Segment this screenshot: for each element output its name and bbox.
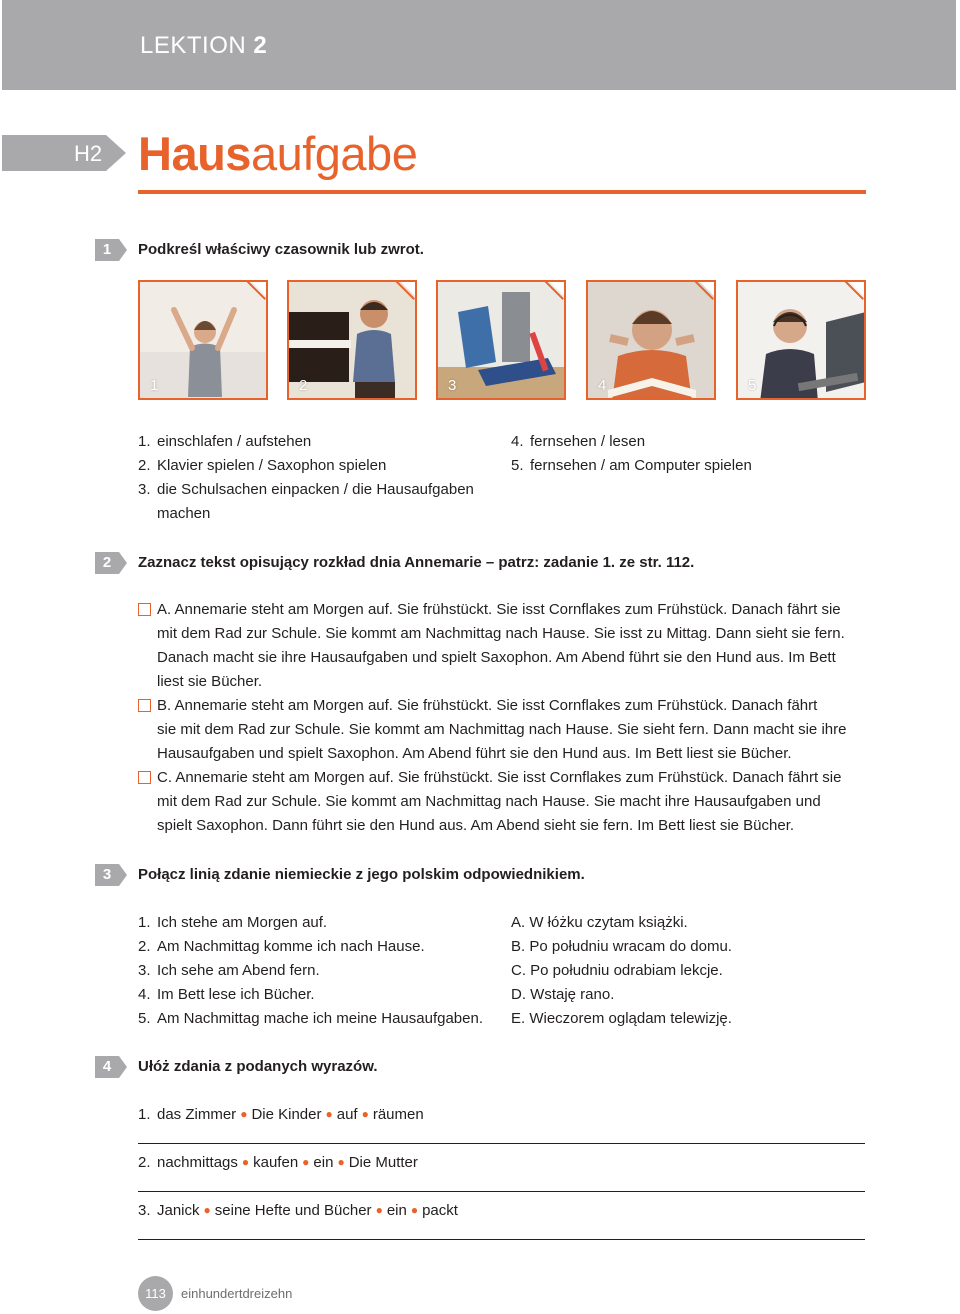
task-instruction: Połącz linią zdanie niemieckie z jego polskim odpowiednikiem. (138, 866, 585, 883)
section-tag (2, 135, 106, 171)
polish-sentence[interactable]: E. Wieczorem oglądam telewizję. (511, 1010, 732, 1027)
task-number: 4 (102, 1058, 112, 1075)
item-text: Am Nachmittag komme ich nach Hause. (157, 938, 425, 955)
page-number-word: einhundertdreizehn (181, 1286, 293, 1301)
photo-packing-schoolbag (436, 280, 566, 400)
separator-dot-icon: ● (337, 1155, 345, 1169)
separator-dot-icon: ● (410, 1203, 419, 1217)
answer-line[interactable] (138, 1191, 865, 1192)
task-instruction: Podkreśl właściwy czasownik lub zwrot. (138, 241, 424, 258)
page-title (138, 126, 417, 182)
separator-dot-icon: ● (375, 1203, 383, 1217)
item-number: 2. (138, 457, 151, 474)
polish-sentence[interactable]: B. Po południu wracam do domu. (511, 938, 732, 955)
lesson-prefix: LEKTION (140, 32, 247, 59)
word-scramble-item (138, 1103, 424, 1127)
option-line: spielt Saxophon. Dann führt sie den Hund aus. Am Abend sieht sie fern. Im Bett liest sie Bücher. (157, 817, 795, 834)
item-number: 2. (138, 1154, 151, 1171)
task-number: 2 (102, 554, 112, 571)
word: packt (422, 1202, 458, 1219)
item-number: 2. (138, 938, 151, 955)
photo-boy-piano (287, 280, 417, 400)
separator-dot-icon: ● (325, 1107, 333, 1121)
item-text: Ich sehe am Abend fern. (157, 962, 320, 979)
option-line: mit dem Rad zur Schule. Sie kommt am Nachmittag nach Hause. Sie macht ihre Hausaufgaben und (157, 793, 821, 810)
option-line: Hausaufgaben und spielt Saxophon. Am Abend führt sie den Hund aus. Im Bett liest sie Bücher. (157, 745, 792, 762)
word: Janick (157, 1202, 200, 1219)
photo-boy-reading (586, 280, 716, 400)
list-item (138, 478, 474, 502)
word: ein (313, 1154, 334, 1171)
item-text: Klavier spielen / Saxophon spielen (157, 457, 387, 474)
item-text: fernsehen / am Computer spielen (530, 457, 752, 474)
word: nachmittags (157, 1154, 238, 1171)
item-number: 1. (138, 1106, 151, 1123)
photo-number: 3 (448, 377, 457, 394)
option-b-checkbox[interactable] (138, 699, 151, 712)
photo-number: 5 (748, 377, 757, 394)
lesson-label (140, 32, 267, 60)
photo-number: 4 (598, 377, 607, 394)
separator-dot-icon: ● (203, 1203, 211, 1217)
section-tag-label: H2 (74, 141, 103, 166)
lesson-number: 2 (253, 32, 268, 59)
answer-line[interactable] (138, 1143, 865, 1144)
item-text: fernsehen / lesen (530, 433, 646, 450)
option-line: sie mit dem Rad zur Schule. Sie kommt am Nachmittag nach Hause. Sie sieht fern. Dann macht sie ihre (157, 721, 847, 738)
task-number-badge (95, 1056, 123, 1078)
task-number: 1 (102, 241, 112, 258)
word: räumen (372, 1106, 424, 1123)
option-line: C. Annemarie steht am Morgen auf. Sie frühstückt. Sie isst Cornflakes zum Frühstück. Danach fährt sie (157, 769, 842, 786)
word-scramble-item (138, 1151, 418, 1175)
word: seine Hefte und Bücher (214, 1202, 372, 1219)
option-line: B. Annemarie steht am Morgen auf. Sie frühstückt. Sie isst Cornflakes zum Frühstück. Danach fährt (157, 697, 818, 714)
list-item (138, 430, 311, 454)
german-sentence[interactable] (138, 1007, 483, 1031)
page-title-bold: Haus (138, 127, 251, 180)
task-instruction: Ułóż zdania z podanych wyrazów. (138, 1058, 378, 1075)
polish-sentence[interactable]: D. Wstaję rano. (511, 986, 615, 1003)
word: Die Kinder (251, 1106, 322, 1123)
german-sentence[interactable] (138, 983, 315, 1007)
german-sentence[interactable] (138, 935, 425, 959)
item-number: 1. (138, 914, 151, 931)
word: ein (386, 1202, 407, 1219)
lesson-header-bar (2, 0, 956, 90)
item-number: 3. (138, 1202, 151, 1219)
word: das Zimmer (157, 1106, 237, 1123)
german-sentence[interactable] (138, 911, 327, 935)
word: kaufen (253, 1154, 299, 1171)
word: Die Mutter (348, 1154, 418, 1171)
german-sentence[interactable] (138, 959, 320, 983)
item-text: Ich stehe am Morgen auf. (157, 914, 328, 931)
task-number: 3 (102, 866, 112, 883)
list-item (511, 454, 752, 478)
item-number: 3. (138, 481, 151, 498)
list-item (511, 430, 645, 454)
task-number-badge (95, 239, 123, 261)
separator-dot-icon: ● (302, 1155, 310, 1169)
item-number: 1. (138, 433, 151, 450)
option-line: Danach macht sie ihre Hausaufgaben und spielt Saxophon. Am Abend führt sie den Hund aus. Im Bett (157, 649, 836, 666)
option-a-checkbox[interactable] (138, 603, 151, 616)
photo-number: 2 (299, 377, 308, 394)
word: auf (336, 1106, 358, 1123)
task-number-badge (95, 552, 123, 574)
item-text: Am Nachmittag mache ich meine Hausaufgaben. (157, 1010, 484, 1027)
item-text: einschlafen / aufstehen (157, 433, 312, 450)
list-item (138, 454, 386, 478)
word-scramble-item (138, 1199, 458, 1223)
photo-girl-waking-up (138, 280, 268, 400)
task-instruction: Zaznacz tekst opisujący rozkład dnia Annemarie – patrz: zadanie 1. ze str. 112. (138, 554, 695, 571)
item-number: 5. (511, 457, 524, 474)
polish-sentence[interactable]: A. W łóżku czytam książki. (511, 914, 688, 931)
title-divider (138, 190, 866, 194)
item-number: 4. (138, 986, 151, 1003)
photo-boy-computer (736, 280, 866, 400)
option-line: mit dem Rad zur Schule. Sie kommt am Nachmittag nach Hause. Sie isst zu Mittag. Dann sieht sie fern. (157, 625, 845, 642)
polish-sentence[interactable]: C. Po południu odrabiam lekcje. (511, 962, 723, 979)
separator-dot-icon: ● (240, 1107, 248, 1121)
option-c-text (157, 766, 869, 838)
option-b-text (157, 694, 869, 766)
item-text: Im Bett lese ich Bücher. (157, 986, 315, 1003)
item-text: die Schulsachen einpacken / die Hausaufgaben (157, 481, 474, 498)
item-number: 3. (138, 962, 151, 979)
page-title-light: aufgabe (250, 127, 418, 180)
option-c-checkbox[interactable] (138, 771, 151, 784)
answer-line[interactable] (138, 1239, 865, 1240)
section-tag-arrow (106, 135, 126, 171)
page-number: 113 (138, 1276, 173, 1311)
separator-dot-icon: ● (241, 1155, 250, 1169)
item-text-continued: machen (157, 505, 211, 522)
item-number: 4. (511, 433, 524, 450)
option-a-text (157, 598, 869, 694)
option-line: liest sie Bücher. (157, 673, 263, 690)
photo-number: 1 (150, 377, 159, 394)
item-number: 5. (138, 1010, 151, 1027)
task-number-badge (95, 864, 123, 886)
option-line: A. Annemarie steht am Morgen auf. Sie frühstückt. Sie isst Cornflakes zum Frühstück. Danach fährt sie (157, 601, 841, 618)
separator-dot-icon: ● (361, 1107, 369, 1121)
